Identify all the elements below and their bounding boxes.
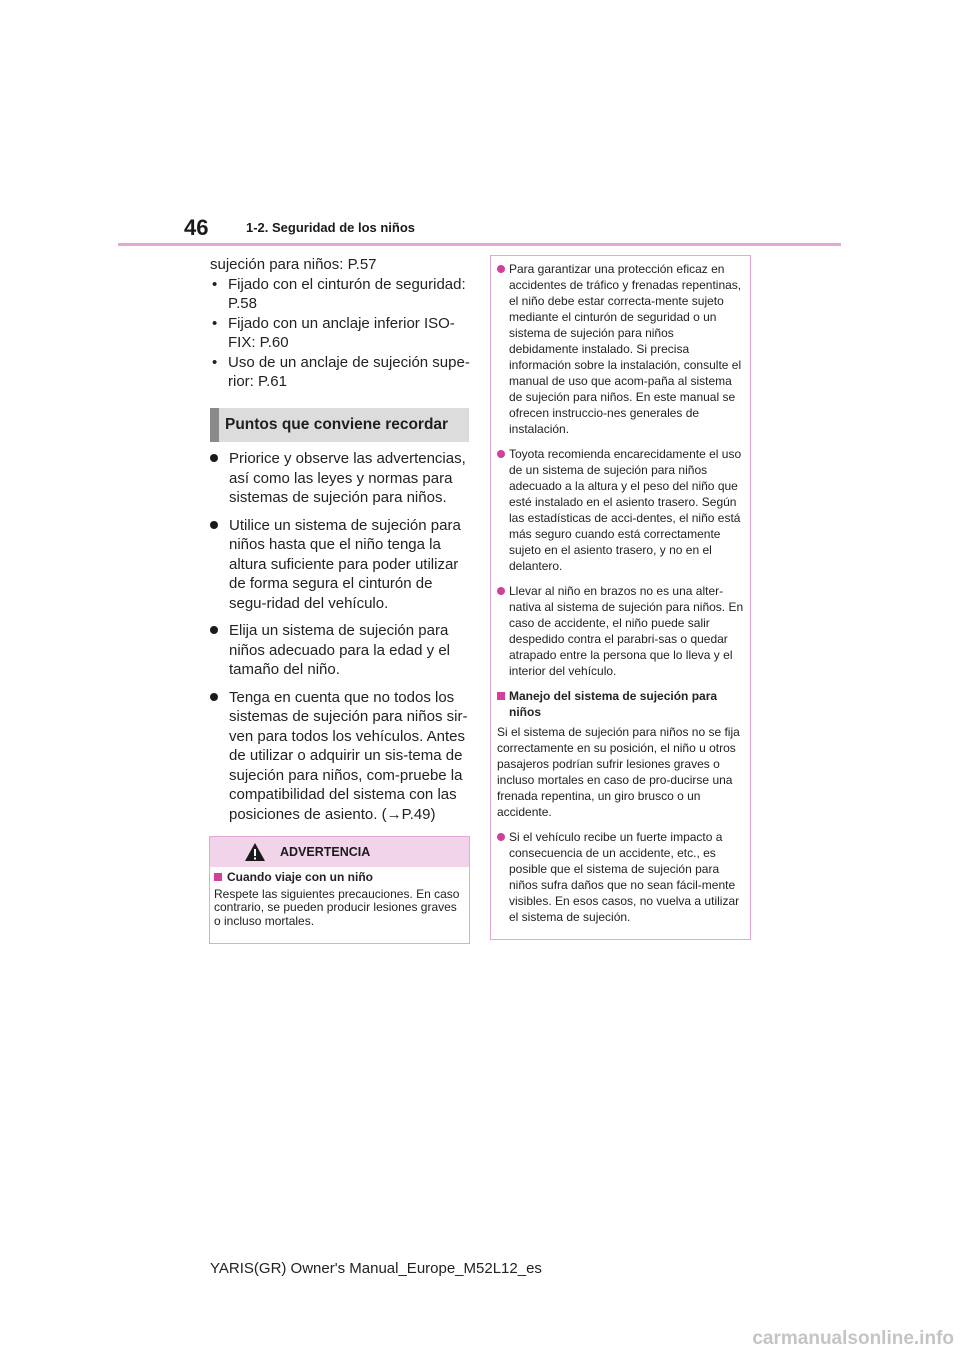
pink-bullet-icon (497, 587, 505, 595)
bullet-dot-icon (210, 626, 218, 634)
list-item-text: Utilice un sistema de sujeción para niños hasta que el niño tenga la altura suficiente para poder utilizar de forma segura el cinturón de segu-ridad del vehículo. (229, 516, 461, 612)
header-divider (118, 243, 841, 246)
list-item-text: Priorice y observe las advertencias, así como las leyes y normas para sistemas de sujeción para niños. (229, 450, 466, 506)
notes-box (490, 255, 751, 940)
list-item-text: Elija un sistema de sujeción para niños adecuado para la edad y el tamaño del niño. (229, 622, 451, 678)
warning-subheading (214, 871, 465, 885)
note-item-text: Para garantizar una protección eficaz en accidentes de tráfico y frenadas repentinas, el niño debe estar correcta-mente sujeto mediante el cinturón de seguridad o un sistema de sujeción para niños debidamente instalado. Si precisa información sobre la instalación, consulte el manual de uso que acom-paña al sistema de sujeción para niños. En este manual se ofrecen instruccio-nes generales de instalación. (509, 262, 742, 436)
pink-bullet-icon (497, 833, 505, 841)
note-item (497, 829, 744, 925)
pink-bullet-icon (497, 450, 505, 458)
bullet-dot-icon (210, 521, 218, 529)
dash-item: • Fijado con el cinturón de seguridad: P.58 (212, 275, 466, 312)
note-item (497, 261, 744, 437)
section-heading: Puntos que conviene recordar (225, 416, 449, 433)
note-subheading-text: Manejo del sistema de sujeción para niños (509, 689, 718, 719)
dash-item-text: Uso de un anclaje de sujeción supe-rior: P.61 (228, 353, 470, 390)
square-bullet-icon (497, 692, 505, 700)
note-item-text: Si el vehículo recibe un fuerte impacto a consecuencia de un accidente, etc., es posible que el sistema de sujeción para niños sufra daños que no sean fácil-mente visibles. En esos casos, no vuelva a utilizar el sistema de sujeción. (509, 830, 740, 924)
note-subheading (497, 688, 744, 720)
dash-item: • Fijado con un anclaje inferior ISO-FIX: P.60 (212, 314, 455, 351)
section-title: 1-2. Seguridad de los niños (246, 220, 416, 235)
dash-item: • Uso de un anclaje de sujeción supe-rior: P.61 (212, 353, 470, 390)
dash-item-text: Fijado con un anclaje inferior ISO-FIX: P.60 (228, 314, 455, 351)
bullet-list (210, 449, 470, 832)
list-item-text: Tenga en cuenta que no todos los sistemas de sujeción para niños sir-ven para todos los vehículos. Antes de utilizar o adquirir un sis-tema de sujeción para niños, com-pruebe la compatibilidad del sistema con las posiciones de asiento. (→P.49) (229, 688, 468, 823)
warning-title: ADVERTENCIA (280, 845, 371, 859)
warning-text: Respete las siguientes precauciones. En caso contrario, se pueden producir lesiones graves o incluso mortales. (214, 886, 460, 928)
note-item (497, 583, 744, 679)
note-item (497, 446, 744, 574)
left-column-intro (210, 255, 470, 392)
warning-body (210, 867, 469, 928)
warning-triangle-icon (244, 842, 266, 867)
note-paragraph: Si el sistema de sujeción para niños no se fija correctamente en su posición, el niño u otros pasajeros podrían sufrir lesiones graves o incluso mortales en caso de pro-ducirse una frenada repentina, un giro brusco o un accidente. (497, 725, 740, 819)
warning-header (210, 837, 469, 867)
note-item-text: Llevar al niño en brazos no es una alter-nativa al sistema de sujeción para niños. En caso de accidente, el niño puede salir despedido contra el parabri-sas o quedar atrapado entre la persona que lo lleva y el interior del vehículo. (509, 584, 744, 678)
list-item (210, 516, 470, 614)
bullet-dot-icon (210, 693, 218, 701)
list-item (210, 621, 470, 680)
square-bullet-icon (214, 873, 222, 881)
intro-line: sujeción para niños: P.57 (210, 256, 377, 273)
section-heading-box (210, 408, 469, 442)
pink-bullet-icon (497, 265, 505, 273)
page-number: 46 (184, 215, 209, 240)
list-item (210, 688, 470, 825)
warning-box (209, 836, 470, 944)
footer-text: YARIS(GR) Owner's Manual_Europe_M52L12_es (210, 1260, 542, 1277)
warning-subheading-text: Cuando viaje con un niño (227, 870, 374, 884)
watermark: carmanualsonline.info (752, 1328, 954, 1349)
bullet-dot-icon (210, 454, 218, 462)
note-item-text: Toyota recomienda encarecidamente el uso de un sistema de sujeción para niños adecuado a la altura y el peso del niño que esté instalado en el asiento trasero. Según las estadísticas de acci-dentes, el niño está más seguro cuando está correctamente sujeto en el asiento trasero, y no en el delantero. (509, 447, 742, 573)
dash-item-text: Fijado con el cinturón de seguridad: P.58 (228, 275, 466, 312)
list-item (210, 449, 470, 508)
